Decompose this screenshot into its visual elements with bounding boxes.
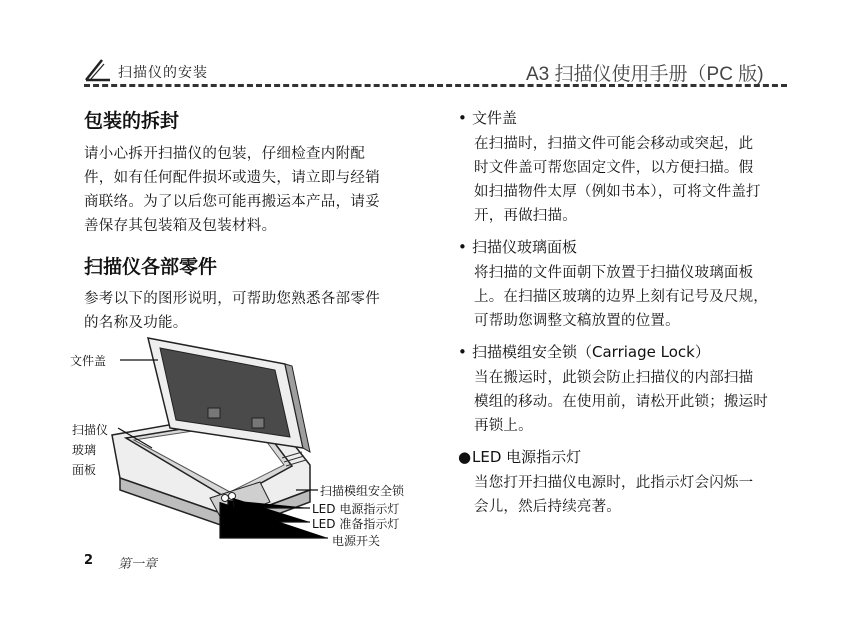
text-line: 请小心拆开扫描仪的包装，仔细检查内附配 xyxy=(84,146,366,162)
label-line: 扫描仪 xyxy=(72,423,109,437)
page-number: 2 xyxy=(84,553,94,568)
label-document-cover: 文件盖 xyxy=(70,354,107,368)
text-line: 参考以下的图形说明，可帮助您熟悉各部零件 xyxy=(84,291,380,307)
text-line: 商联络。为了以后您可能再搬运本产品，请妥 xyxy=(84,194,380,210)
text-line: 将扫描的文件面朝下放置于扫描仪玻璃面板 xyxy=(474,265,754,281)
text-line: 上。在扫描区玻璃的边界上刻有记号及尺规， xyxy=(474,289,768,305)
book-corner-icon xyxy=(84,56,112,82)
item-title: 文件盖 xyxy=(472,109,518,127)
text-line: 善保存其包装箱及包装材料。 xyxy=(84,218,277,234)
item-description xyxy=(474,366,798,438)
text-line: 的名称及功能。 xyxy=(84,315,188,331)
bullet-icon: • xyxy=(458,238,467,256)
label-led-ready: LED 准备指示灯 xyxy=(312,517,400,531)
text-line: 开，再做扫描。 xyxy=(474,208,577,224)
text-line: 当在搬运时，此锁会防止扫描仪的内部扫描 xyxy=(474,370,754,386)
text-line: 当您打开扫描仪电源时，此指示灯会闪烁一 xyxy=(474,475,754,491)
label-power-switch: 电源开关 xyxy=(332,534,381,548)
text-line: 会儿，然后持续亮著。 xyxy=(474,499,621,515)
text-line: 模组的移动。在使用前，请松开此锁；搬运时 xyxy=(474,394,768,410)
label-line: 玻璃 xyxy=(72,443,97,457)
unpacking-paragraph xyxy=(84,142,424,238)
header-manual-title: A3 扫描仪使用手册（PC 版) xyxy=(526,64,764,85)
text-line: 在扫描时，扫描文件可能会移动或突起，此 xyxy=(474,136,754,152)
label-carriage-lock: 扫描模组安全锁 xyxy=(320,484,405,498)
header-chapter-title: 扫描仪的安装 xyxy=(118,65,208,81)
parts-description-list xyxy=(458,107,798,519)
item-title: LED 电源指示灯 xyxy=(472,448,582,466)
section-title-parts: 扫描仪各部零件 xyxy=(84,256,218,278)
parts-paragraph xyxy=(84,287,424,335)
label-led-power: LED 电源指示灯 xyxy=(312,502,400,516)
list-item-title xyxy=(458,446,798,467)
section-title-unpacking: 包装的拆封 xyxy=(84,110,180,132)
label-scanner-glass xyxy=(72,420,108,480)
text-line: 再锁上。 xyxy=(474,418,533,434)
text-line: 可帮助您调整文稿放置的位置。 xyxy=(474,313,680,329)
bullet-icon: • xyxy=(458,109,467,127)
label-line: 面板 xyxy=(72,463,97,477)
list-item-title xyxy=(458,236,798,257)
bullet-icon: ● xyxy=(458,448,472,466)
item-description xyxy=(474,261,798,333)
header-divider xyxy=(84,84,787,87)
text-line: 如扫描物件太厚（例如书本），可将文件盖打 xyxy=(474,184,761,200)
item-title: 扫描模组安全锁（Carriage Lock） xyxy=(472,343,710,361)
item-description xyxy=(474,132,798,228)
text-line: 件，如有任何配件损坏或遗失，请立即与经销 xyxy=(84,170,380,186)
text-line: 时文件盖可帮您固定文件，以方便扫描。假 xyxy=(474,160,754,176)
item-description xyxy=(474,471,798,519)
footer-chapter: 第一章 xyxy=(118,557,158,572)
item-title: 扫描仪玻璃面板 xyxy=(472,238,578,256)
bullet-icon: • xyxy=(458,343,467,361)
list-item-title xyxy=(458,107,798,128)
list-item-title xyxy=(458,341,798,362)
